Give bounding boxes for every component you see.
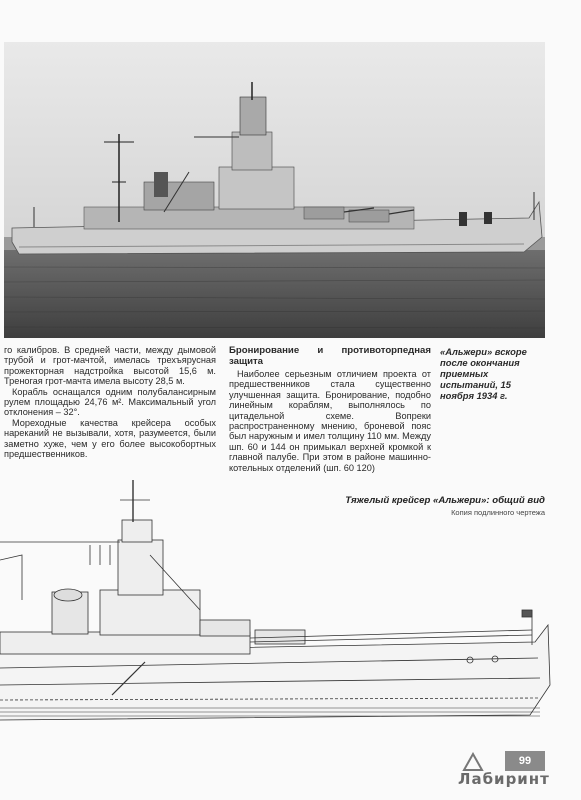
photo-caption: «Альжери» вскоре после окончания приемных испытаний, 15 ноября 1934 г. — [440, 346, 527, 401]
text-column-1 — [4, 345, 216, 459]
paragraph: Корабль оснащался одним полубалансирным рулем площадью 24,76 м². Максимальный угол отклонения – 32°. — [4, 386, 216, 418]
watermark: Лабиринт — [458, 770, 550, 788]
text-column-2 — [229, 345, 431, 473]
section-heading: Бронирование и противоторпедная защита — [229, 345, 431, 367]
paragraph: го калибров. В средней части, между дымовой трубой и грот-мачтой, имелась трехъярусная прожекторная надстройка высотой 15,6 м. Треногая грот-мачта имела высоту 28,5 м. — [4, 345, 216, 387]
labirint-logo-icon — [462, 752, 484, 772]
cruiser-photo — [4, 42, 545, 338]
page-number: 99 — [505, 751, 545, 771]
drawing-subtitle: Копия подлинного чертежа — [451, 508, 545, 517]
cruiser-drawing — [0, 480, 581, 770]
paragraph: Наиболее серьезным отличием проекта от предшественников стала существенно улучшенная защита. Бронирование, подобно линейным кораблям, выполнялось по цитадельной схеме. Вопреки распространенному мнению, броневой пояс был наружным и имел толщину 110 мм. Между шп. 60 и 144 он примыкал верхней кромкой к главной палубе. При этом в районе машинно-котельных отделений (шп. 60 120) — [229, 369, 431, 473]
paragraph: Мореходные качества крейсера особых нареканий не вызывали, хотя, разумеется, были заметно хуже, чем у его более высокобортных предшественников. — [4, 417, 216, 460]
drawing-title: Тяжелый крейсер «Альжери»: общий вид — [345, 495, 545, 506]
